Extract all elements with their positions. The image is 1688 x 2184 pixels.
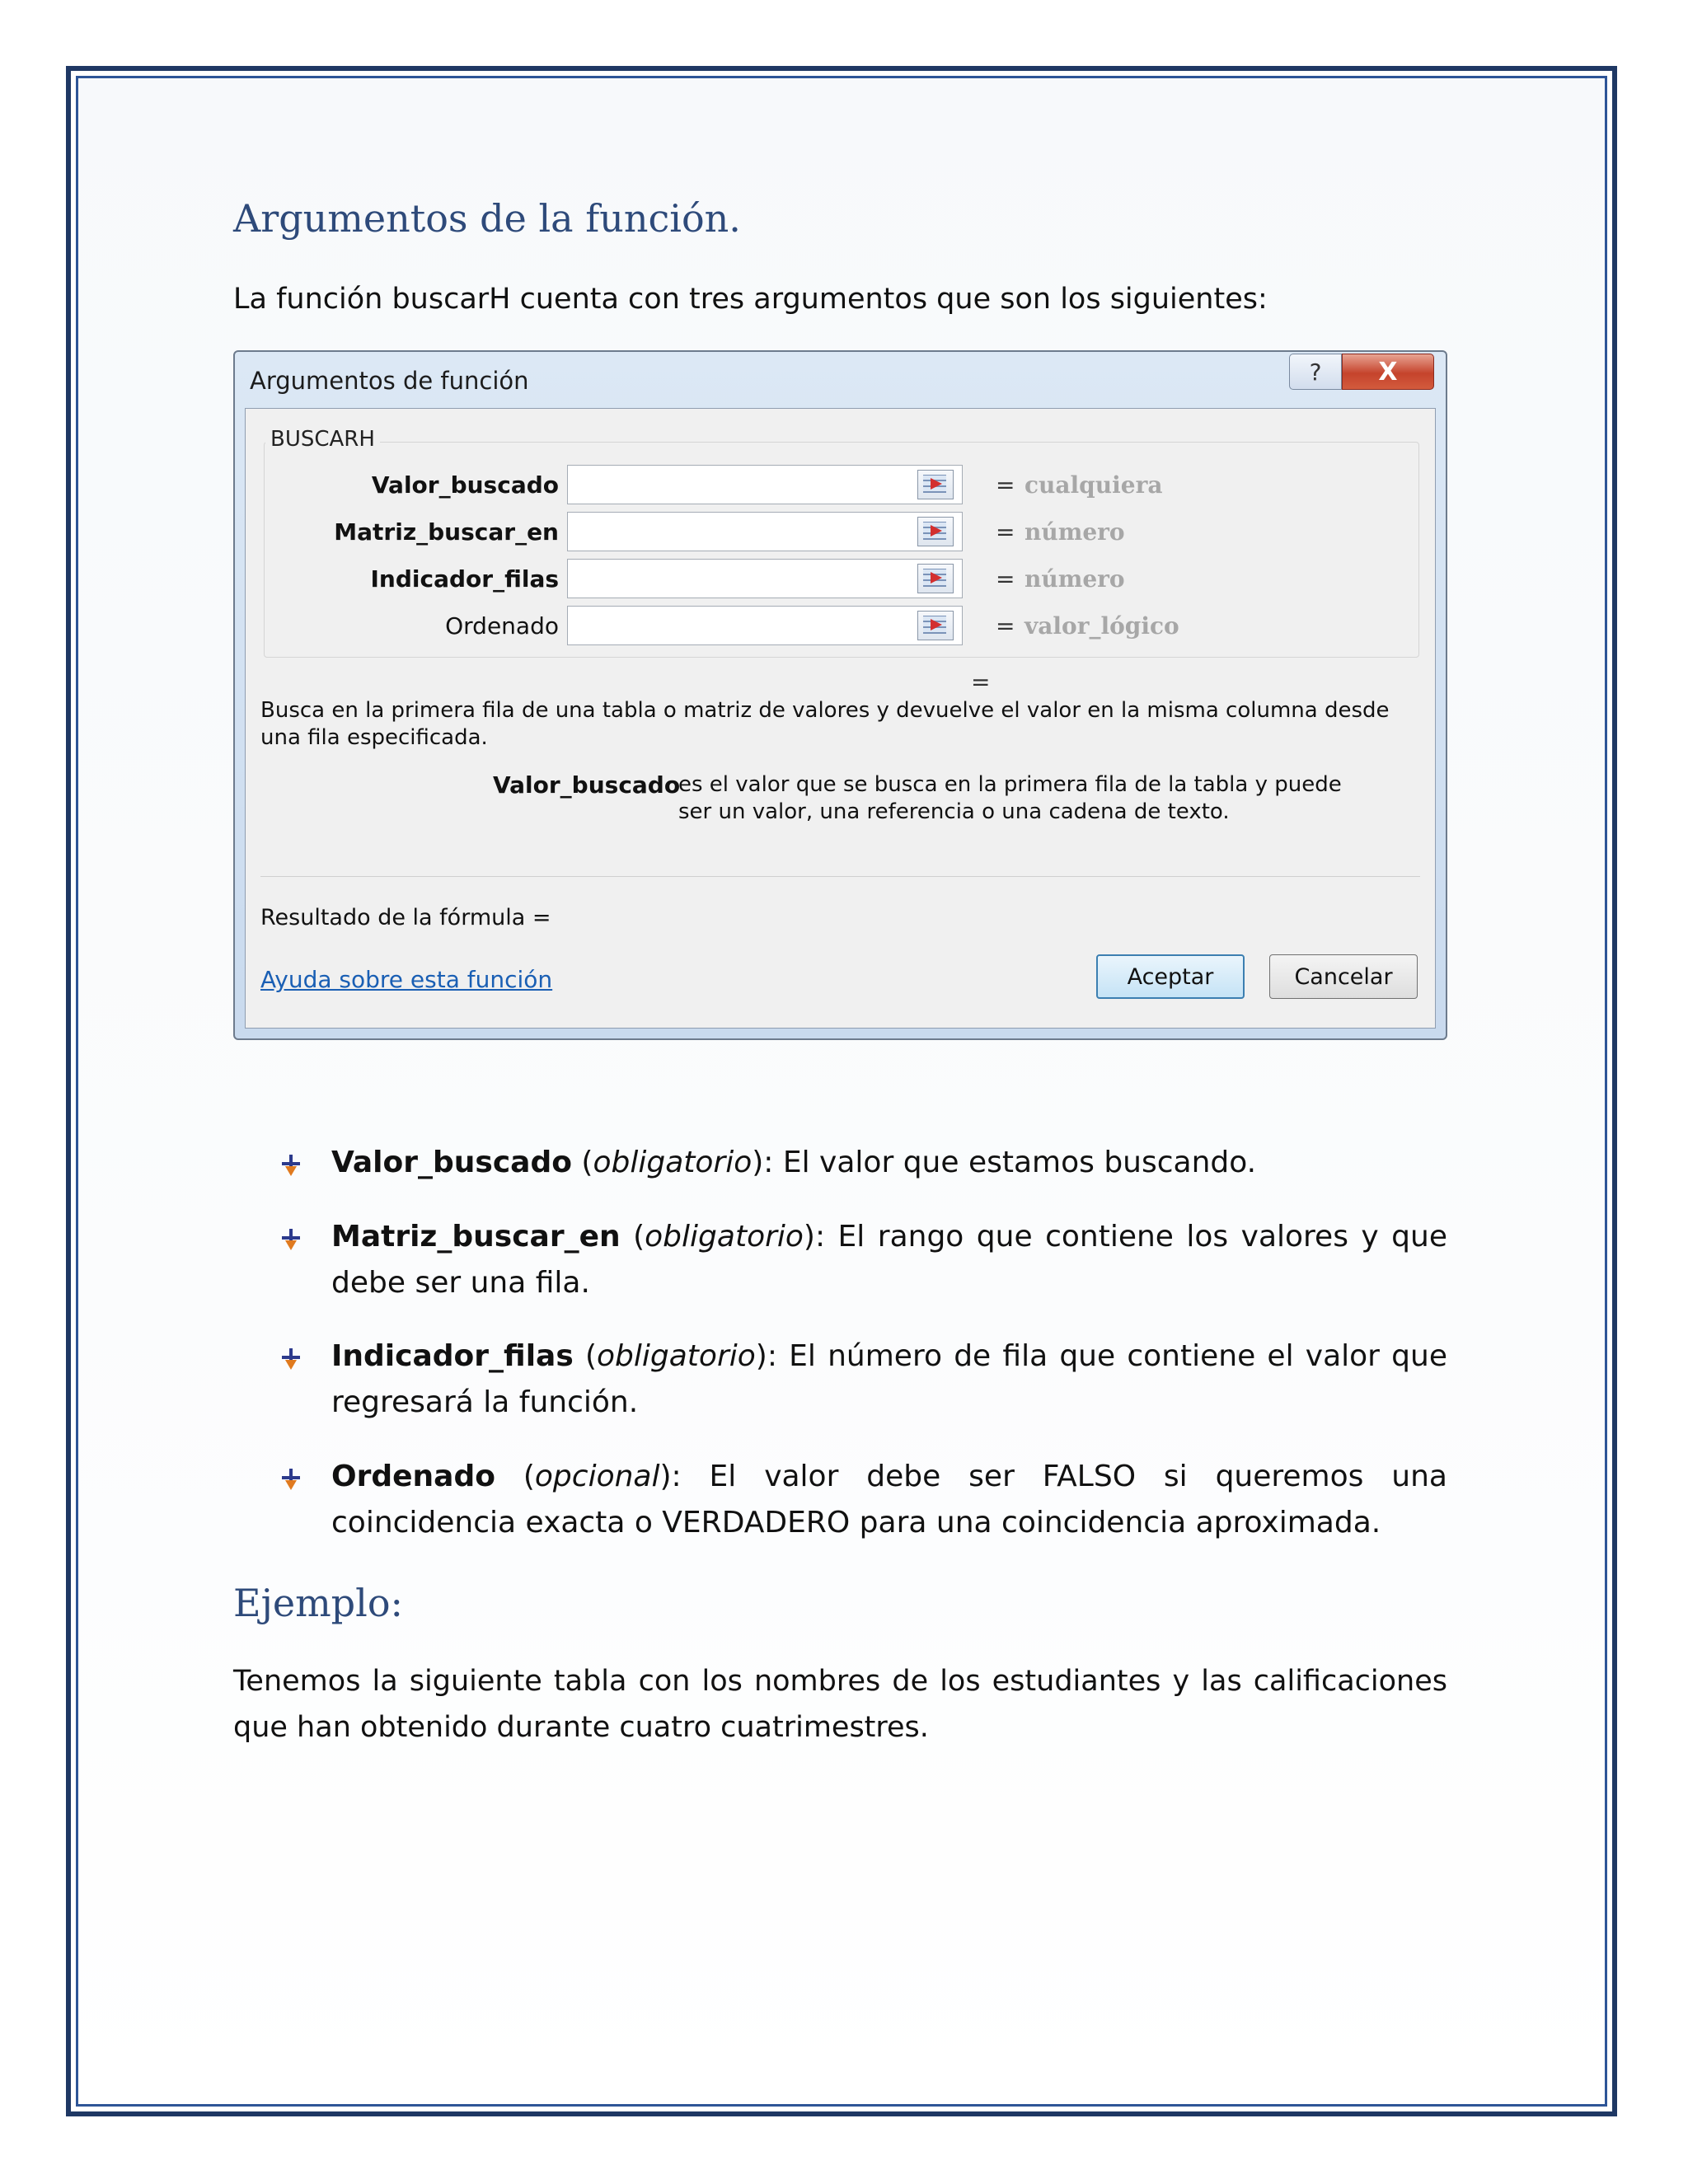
group-label: BUSCARH bbox=[265, 427, 380, 452]
formula-result: Resultado de la fórmula = bbox=[260, 905, 551, 930]
bullet-text: Valor_buscado (obligatorio): El valor que estamos buscando. bbox=[331, 1146, 1257, 1179]
help-icon: ? bbox=[1309, 358, 1322, 386]
range-select-button[interactable] bbox=[917, 470, 954, 499]
function-result-equals: = bbox=[971, 668, 991, 696]
indicador-filas-input[interactable] bbox=[567, 559, 963, 598]
bullet-text: Indicador_filas (obligatorio): El número de fila que contiene el valor que regresará la función. bbox=[331, 1339, 1447, 1419]
help-button[interactable] bbox=[1289, 354, 1342, 390]
accept-button[interactable]: Aceptar bbox=[1096, 954, 1245, 999]
function-description: Busca en la primera fila de una tabla o matriz de valores y devuelve el valor en la misma columna desde una fila especificada. bbox=[260, 698, 1390, 750]
bullet-text: Matriz_buscar_en (obligatorio): El rango que contiene los valores y que debe ser una fila. bbox=[331, 1220, 1447, 1300]
range-select-button[interactable] bbox=[917, 611, 954, 640]
bullet-matriz-buscar-en bbox=[280, 1214, 1447, 1306]
bullet-valor-buscado bbox=[280, 1140, 1447, 1186]
bullet-indicador-filas bbox=[280, 1333, 1447, 1426]
close-icon: X bbox=[1378, 357, 1398, 387]
arg-label: Valor_buscado bbox=[371, 471, 559, 499]
arg-type-hint: cualquiera bbox=[1025, 471, 1163, 499]
arg-row-ordenado bbox=[246, 606, 1416, 647]
arg-equals: = bbox=[996, 565, 1015, 593]
valor-buscado-input[interactable] bbox=[567, 465, 963, 504]
dialog-title: Argumentos de función bbox=[250, 367, 529, 395]
arg-equals: = bbox=[996, 471, 1015, 499]
bullet-pin-icon bbox=[280, 1348, 302, 1370]
bullet-text: Ordenado (opcional): El valor debe ser FALSO si queremos una coincidencia exacta o VERDADERO para una coincidencia aproximada. bbox=[331, 1460, 1447, 1540]
arg-label: Matriz_buscar_en bbox=[334, 518, 559, 546]
arg-row-indicador-filas bbox=[246, 559, 1416, 600]
section-heading-argumentos: Argumentos de la función. bbox=[233, 196, 741, 241]
arg-description-text: es el valor que se busca en la primera fila de la tabla y puede ser un valor, una referencia o una cadena de texto. bbox=[678, 772, 1342, 824]
bullet-pin-icon bbox=[280, 1155, 302, 1176]
intro-paragraph: La función buscarH cuenta con tres argumentos que son los siguientes: bbox=[233, 283, 1268, 316]
arg-type-hint: número bbox=[1025, 518, 1125, 546]
close-button[interactable] bbox=[1342, 354, 1434, 390]
dialog-separator bbox=[260, 876, 1420, 877]
bullet-pin-icon bbox=[280, 1229, 302, 1250]
cancel-button[interactable]: Cancelar bbox=[1269, 954, 1418, 999]
arg-label: Indicador_filas bbox=[370, 565, 559, 593]
arg-row-matriz-buscar-en bbox=[246, 512, 1416, 553]
range-select-button[interactable] bbox=[917, 564, 954, 593]
bullet-pin-icon bbox=[280, 1469, 302, 1490]
arg-label: Ordenado bbox=[445, 612, 559, 640]
function-arguments-dialog bbox=[233, 350, 1447, 1040]
example-paragraph: Tenemos la siguiente tabla con los nombres de los estudiantes y las calificaciones que han obtenido durante cuatro cuatrimestres. bbox=[233, 1665, 1447, 1744]
ordenado-input[interactable] bbox=[567, 606, 963, 645]
arg-equals: = bbox=[996, 518, 1015, 546]
function-help-link[interactable]: Ayuda sobre esta función bbox=[260, 966, 553, 993]
dialog-title-buttons bbox=[1289, 354, 1434, 390]
arg-equals: = bbox=[996, 612, 1015, 640]
matriz-buscar-en-input[interactable] bbox=[567, 512, 963, 551]
arg-description-label: Valor_buscado bbox=[493, 771, 681, 799]
dialog-body bbox=[245, 408, 1436, 1029]
range-select-button[interactable] bbox=[917, 517, 954, 546]
arg-type-hint: número bbox=[1025, 565, 1125, 593]
section-heading-ejemplo: Ejemplo: bbox=[233, 1581, 404, 1625]
arg-type-hint: valor_lógico bbox=[1025, 612, 1179, 640]
arg-row-valor-buscado bbox=[246, 465, 1416, 506]
bullet-ordenado bbox=[280, 1454, 1447, 1546]
